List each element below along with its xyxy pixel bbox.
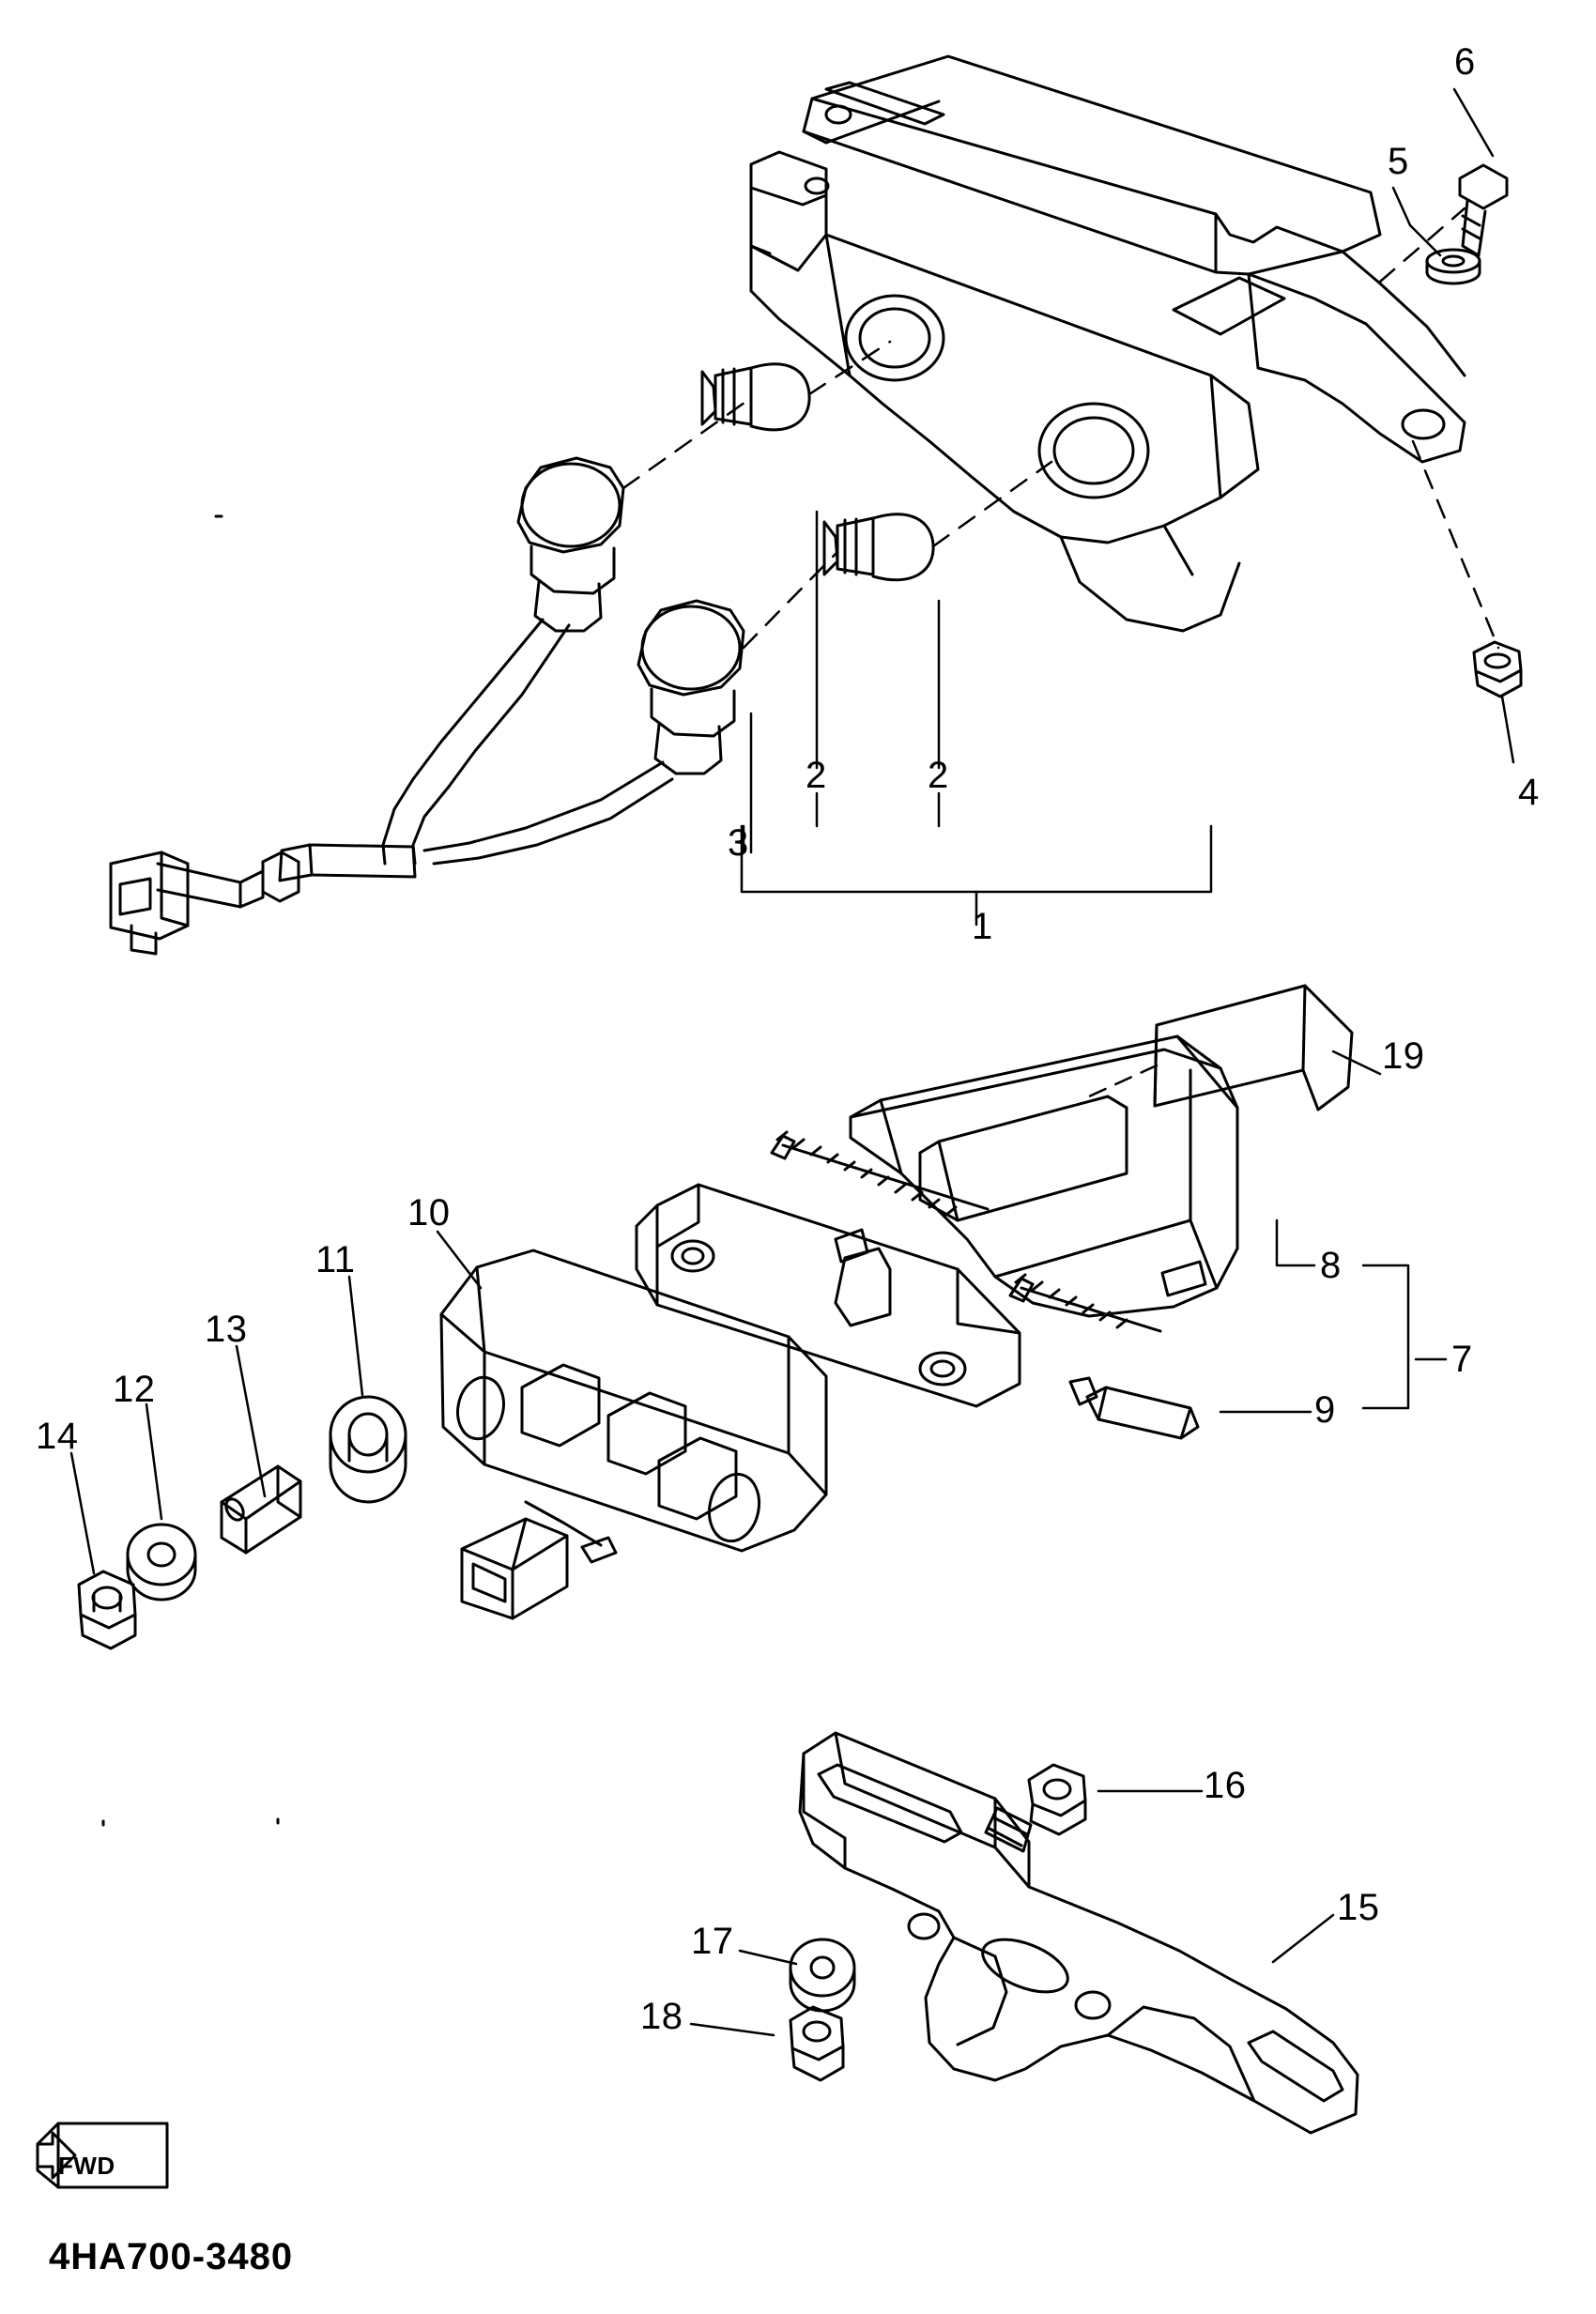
nut-18-drawing xyxy=(790,2007,843,2080)
callout-1: 1 xyxy=(972,906,993,947)
callout-4: 4 xyxy=(1518,772,1540,813)
callout-18: 18 xyxy=(640,1996,683,2037)
callout-3: 3 xyxy=(728,822,749,864)
callout-15: 15 xyxy=(1337,1887,1380,1928)
screw-6-drawing xyxy=(1460,165,1507,255)
nut-14-drawing xyxy=(79,1571,135,1648)
part-number-label: 4HA700-3480 xyxy=(49,2236,294,2277)
callout-19: 19 xyxy=(1382,1035,1425,1077)
bulb-upper-drawing xyxy=(702,364,809,430)
license-light-assembly-drawing xyxy=(637,1036,1237,1438)
lens-gasket-drawing xyxy=(1155,986,1352,1110)
bulb-lower-drawing xyxy=(824,514,933,580)
callout-13: 13 xyxy=(205,1309,248,1350)
bolt-16-drawing xyxy=(986,1765,1085,1851)
license-plate-bracket-drawing xyxy=(800,1733,1358,2133)
callout-6: 6 xyxy=(1454,41,1476,83)
callout-2-upper: 2 xyxy=(806,755,827,796)
callout-12: 12 xyxy=(113,1369,156,1410)
callout-16: 16 xyxy=(1204,1765,1247,1806)
callout-14: 14 xyxy=(36,1416,79,1457)
washer-5-drawing xyxy=(1427,250,1480,284)
license-light-bracket-drawing xyxy=(441,1250,826,1618)
callout-9: 9 xyxy=(1314,1389,1336,1431)
washer-12-drawing xyxy=(128,1525,195,1600)
callout-7: 7 xyxy=(1451,1339,1473,1380)
tail-light-assembly-drawing xyxy=(751,56,1465,631)
callout-5: 5 xyxy=(1388,141,1409,182)
fwd-label: FWD xyxy=(58,2152,115,2180)
callout-2-lower: 2 xyxy=(928,755,949,796)
nut-4-drawing xyxy=(1474,642,1521,697)
grommet-drawing xyxy=(330,1397,406,1502)
callout-17: 17 xyxy=(691,1921,734,1962)
callout-11: 11 xyxy=(315,1239,356,1280)
washer-17-drawing xyxy=(790,1939,854,2011)
leader-lines xyxy=(71,89,1513,2035)
callout-10: 10 xyxy=(407,1192,451,1234)
bulb-socket-harness-drawing xyxy=(111,458,744,954)
callout-8: 8 xyxy=(1320,1245,1342,1286)
